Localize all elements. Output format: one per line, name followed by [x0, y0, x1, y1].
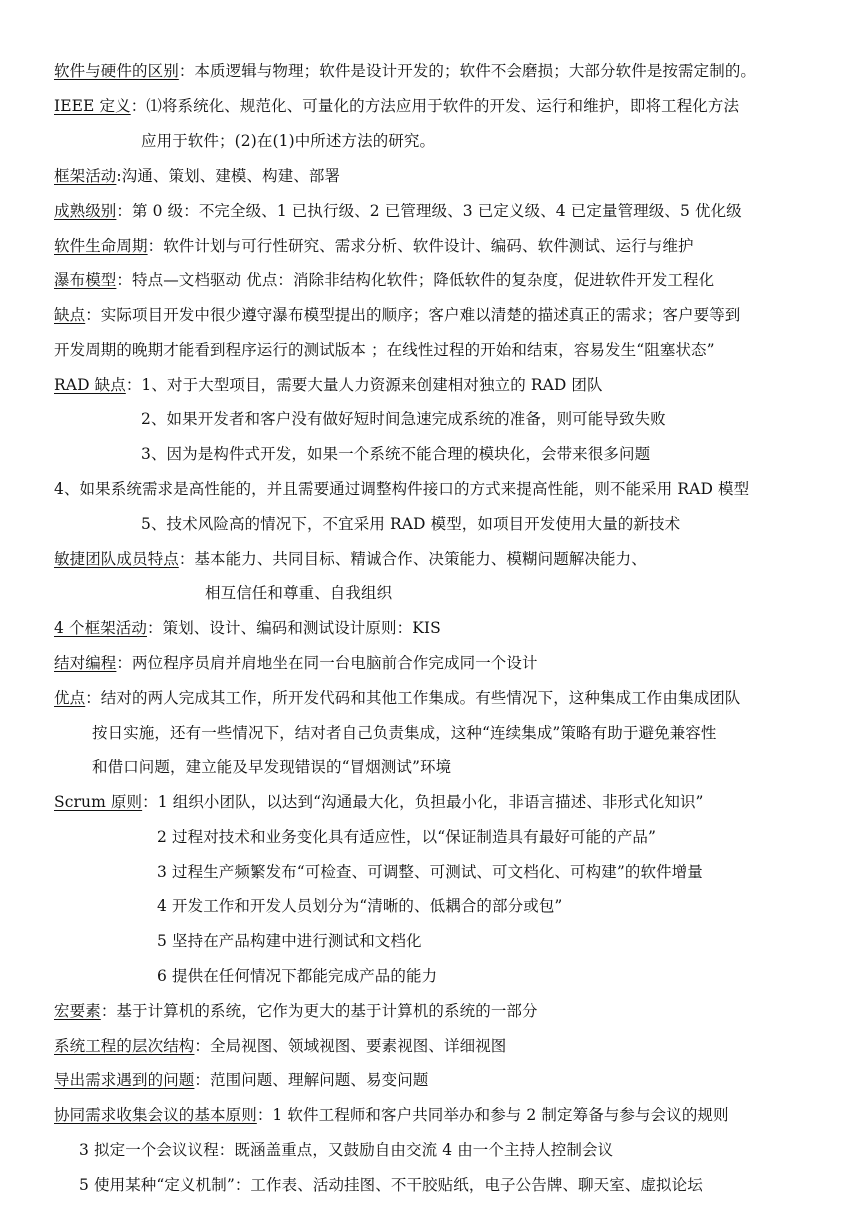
line-scrum-principle-6: [157, 965, 437, 987]
definition: ：1 软件工程师和客户共同举办和参与 2 制定筹备与参与会议的规则: [256, 1106, 729, 1124]
line-ieee-definition-cont: [141, 130, 435, 152]
definition: ：结对的两人完成其工作，所开发代码和其他工作集成。有些情况下，这种集成工作由集成团队: [85, 689, 741, 707]
line-scrum-principle-5: [157, 930, 422, 952]
term: 系统工程的层次结构: [54, 1037, 195, 1055]
line-waterfall-drawbacks-cont: [54, 339, 715, 361]
definition: ：1、对于大型项目，需要大量人力资源来创建相对独立的 RAD 团队: [125, 376, 603, 394]
line-framework-activities: [54, 165, 340, 187]
definition: ：实际项目开发中很少遵守瀑布模型提出的顺序；客户难以清楚的描述真正的需求；客户要等到: [85, 306, 741, 324]
term: 缺点: [54, 306, 86, 324]
line-rad-drawbacks: [54, 374, 603, 396]
definition: ：策划、设计、编码和测试设计原则：KIS: [147, 619, 441, 637]
line-collaborative-meeting-principles-cont-2: [79, 1174, 703, 1196]
definition: ：基本能力、共同目标、精诚合作、决策能力、模糊问题解决能力、: [178, 550, 647, 568]
definition: 6 提供在任何情况下都能完成产品的能力: [157, 967, 438, 985]
definition: 5、技术风险高的情况下，不宜采用 RAD 模型，如项目开发使用大量的新技术: [141, 515, 681, 533]
term: 导出需求遇到的问题: [54, 1071, 195, 1089]
line-waterfall-drawbacks: [54, 304, 740, 326]
definition: ：⑴将系统化、规范化、可量化的方法应用于软件的开发、运行和维护，即将工程化方法: [130, 97, 740, 115]
line-maturity-levels: [54, 200, 742, 222]
term: 成熟级别: [54, 202, 117, 220]
line-agile-team-traits: [54, 548, 647, 570]
line-rad-drawback-4: [54, 478, 749, 500]
definition: ：本质逻辑与物理；软件是设计开发的；软件不会磨损；大部分软件是按需定制的。: [178, 62, 757, 80]
line-waterfall-model: [54, 269, 714, 291]
line-ieee-definition: [54, 95, 739, 117]
term: 结对编程: [54, 654, 117, 672]
term: Scrum 原则: [54, 793, 143, 811]
term: 敏捷团队成员特点: [54, 550, 179, 568]
line-collaborative-meeting-principles: [54, 1104, 729, 1126]
term: 软件与硬件的区别: [54, 62, 179, 80]
line-rad-drawback-2: [141, 408, 666, 430]
definition: 5 使用某种“定义机制”：工作表、活动挂图、不干胶贴纸，电子公告牌、聊天室、虚拟论坛: [79, 1176, 703, 1194]
line-four-framework-activities: [54, 617, 441, 639]
definition: ：第 0 级：不完全级、1 已执行级、2 已管理级、3 已定义级、4 已定量管理级、5 优化级: [116, 202, 742, 220]
line-pair-programming-advantages: [54, 687, 740, 709]
definition: 应用于软件；(2)在(1)中所述方法的研究。: [141, 132, 436, 150]
line-pair-programming: [54, 652, 538, 674]
line-software-vs-hardware: [54, 60, 756, 82]
line-requirements-problems: [54, 1069, 428, 1091]
line-software-lifecycle: [54, 235, 694, 257]
definition: ：范围问题、理解问题、易变问题: [194, 1071, 429, 1089]
line-macro-element: [54, 1000, 538, 1022]
term: 软件生命周期: [54, 237, 148, 255]
definition: 4 开发工作和开发人员划分为“清晰的、低耦合的部分或包”: [157, 897, 563, 915]
definition: ：基于计算机的系统，它作为更大的基于计算机的系统的一部分: [100, 1002, 538, 1020]
line-rad-drawback-5: [141, 513, 680, 535]
line-system-engineering-hierarchy: [54, 1035, 506, 1057]
term: 优点: [54, 689, 86, 707]
line-scrum-principle-3: [157, 861, 703, 883]
definition: ：全局视图、领域视图、要素视图、详细视图: [194, 1037, 507, 1055]
line-agile-team-traits-cont: [205, 582, 392, 604]
definition: 4、如果系统需求是高性能的，并且需要通过调整构件接口的方式来提高性能，则不能采用 RAD 模型: [54, 480, 750, 498]
line-scrum-principle-4: [157, 895, 562, 917]
term: 协同需求收集会议的基本原则: [54, 1106, 257, 1124]
term: 4 个框架活动: [54, 619, 147, 637]
definition: 和借口问题，建立能及早发现错误的“冒烟测试”环境: [92, 758, 452, 776]
term: 瀑布模型: [54, 271, 117, 289]
line-rad-drawback-3: [141, 443, 650, 465]
term: 宏要素: [54, 1002, 101, 1020]
definition: ：1 组织小团队，以达到“沟通最大化，负担最小化，非语言描述、非形式化知识”: [142, 793, 704, 811]
definition: 3、因为是构件式开发，如果一个系统不能合理的模块化，会带来很多问题: [141, 445, 651, 463]
line-collaborative-meeting-principles-cont: [79, 1139, 613, 1161]
term: 框架活动: [54, 167, 117, 185]
definition: ：特点—文档驱动 优点：消除非结构化软件；降低软件的复杂度，促进软件开发工程化: [116, 271, 715, 289]
line-scrum-principles: [54, 791, 704, 813]
line-scrum-principle-2: [157, 826, 656, 848]
definition: 按日实施，还有一些情况下，结对者自己负责集成，这种“连续集成”策略有助于避免兼容性: [92, 724, 717, 742]
definition: ：两位程序员肩并肩地坐在同一台电脑前合作完成同一个设计: [116, 654, 538, 672]
definition: ：软件计划与可行性研究、需求分析、软件设计、编码、软件测试、运行与维护: [147, 237, 694, 255]
term: IEEE 定义: [54, 97, 131, 115]
definition: 3 拟定一个会议议程：既涵盖重点，又鼓励自由交流 4 由一个主持人控制会议: [79, 1141, 614, 1159]
definition: :沟通、策划、建模、构建、部署: [116, 167, 341, 185]
term: RAD 缺点: [54, 376, 126, 394]
definition: 相互信任和尊重、自我组织: [205, 584, 393, 602]
definition: 开发周期的晚期才能看到程序运行的测试版本 ；在线性过程的开始和结束，容易发生“阻塞状态”: [54, 341, 715, 359]
line-pair-programming-advantages-cont: [92, 722, 716, 744]
line-pair-programming-advantages-cont-2: [92, 756, 451, 778]
definition: 2 过程对技术和业务变化具有适应性，以“保证制造具有最好可能的产品”: [157, 828, 657, 846]
definition: 2、如果开发者和客户没有做好短时间急速完成系统的准备，则可能导致失败: [141, 410, 666, 428]
definition: 5 坚持在产品构建中进行测试和文档化: [157, 932, 422, 950]
definition: 3 过程生产频繁发布“可检查、可调整、可测试、可文档化、可构建”的软件增量: [157, 863, 703, 881]
